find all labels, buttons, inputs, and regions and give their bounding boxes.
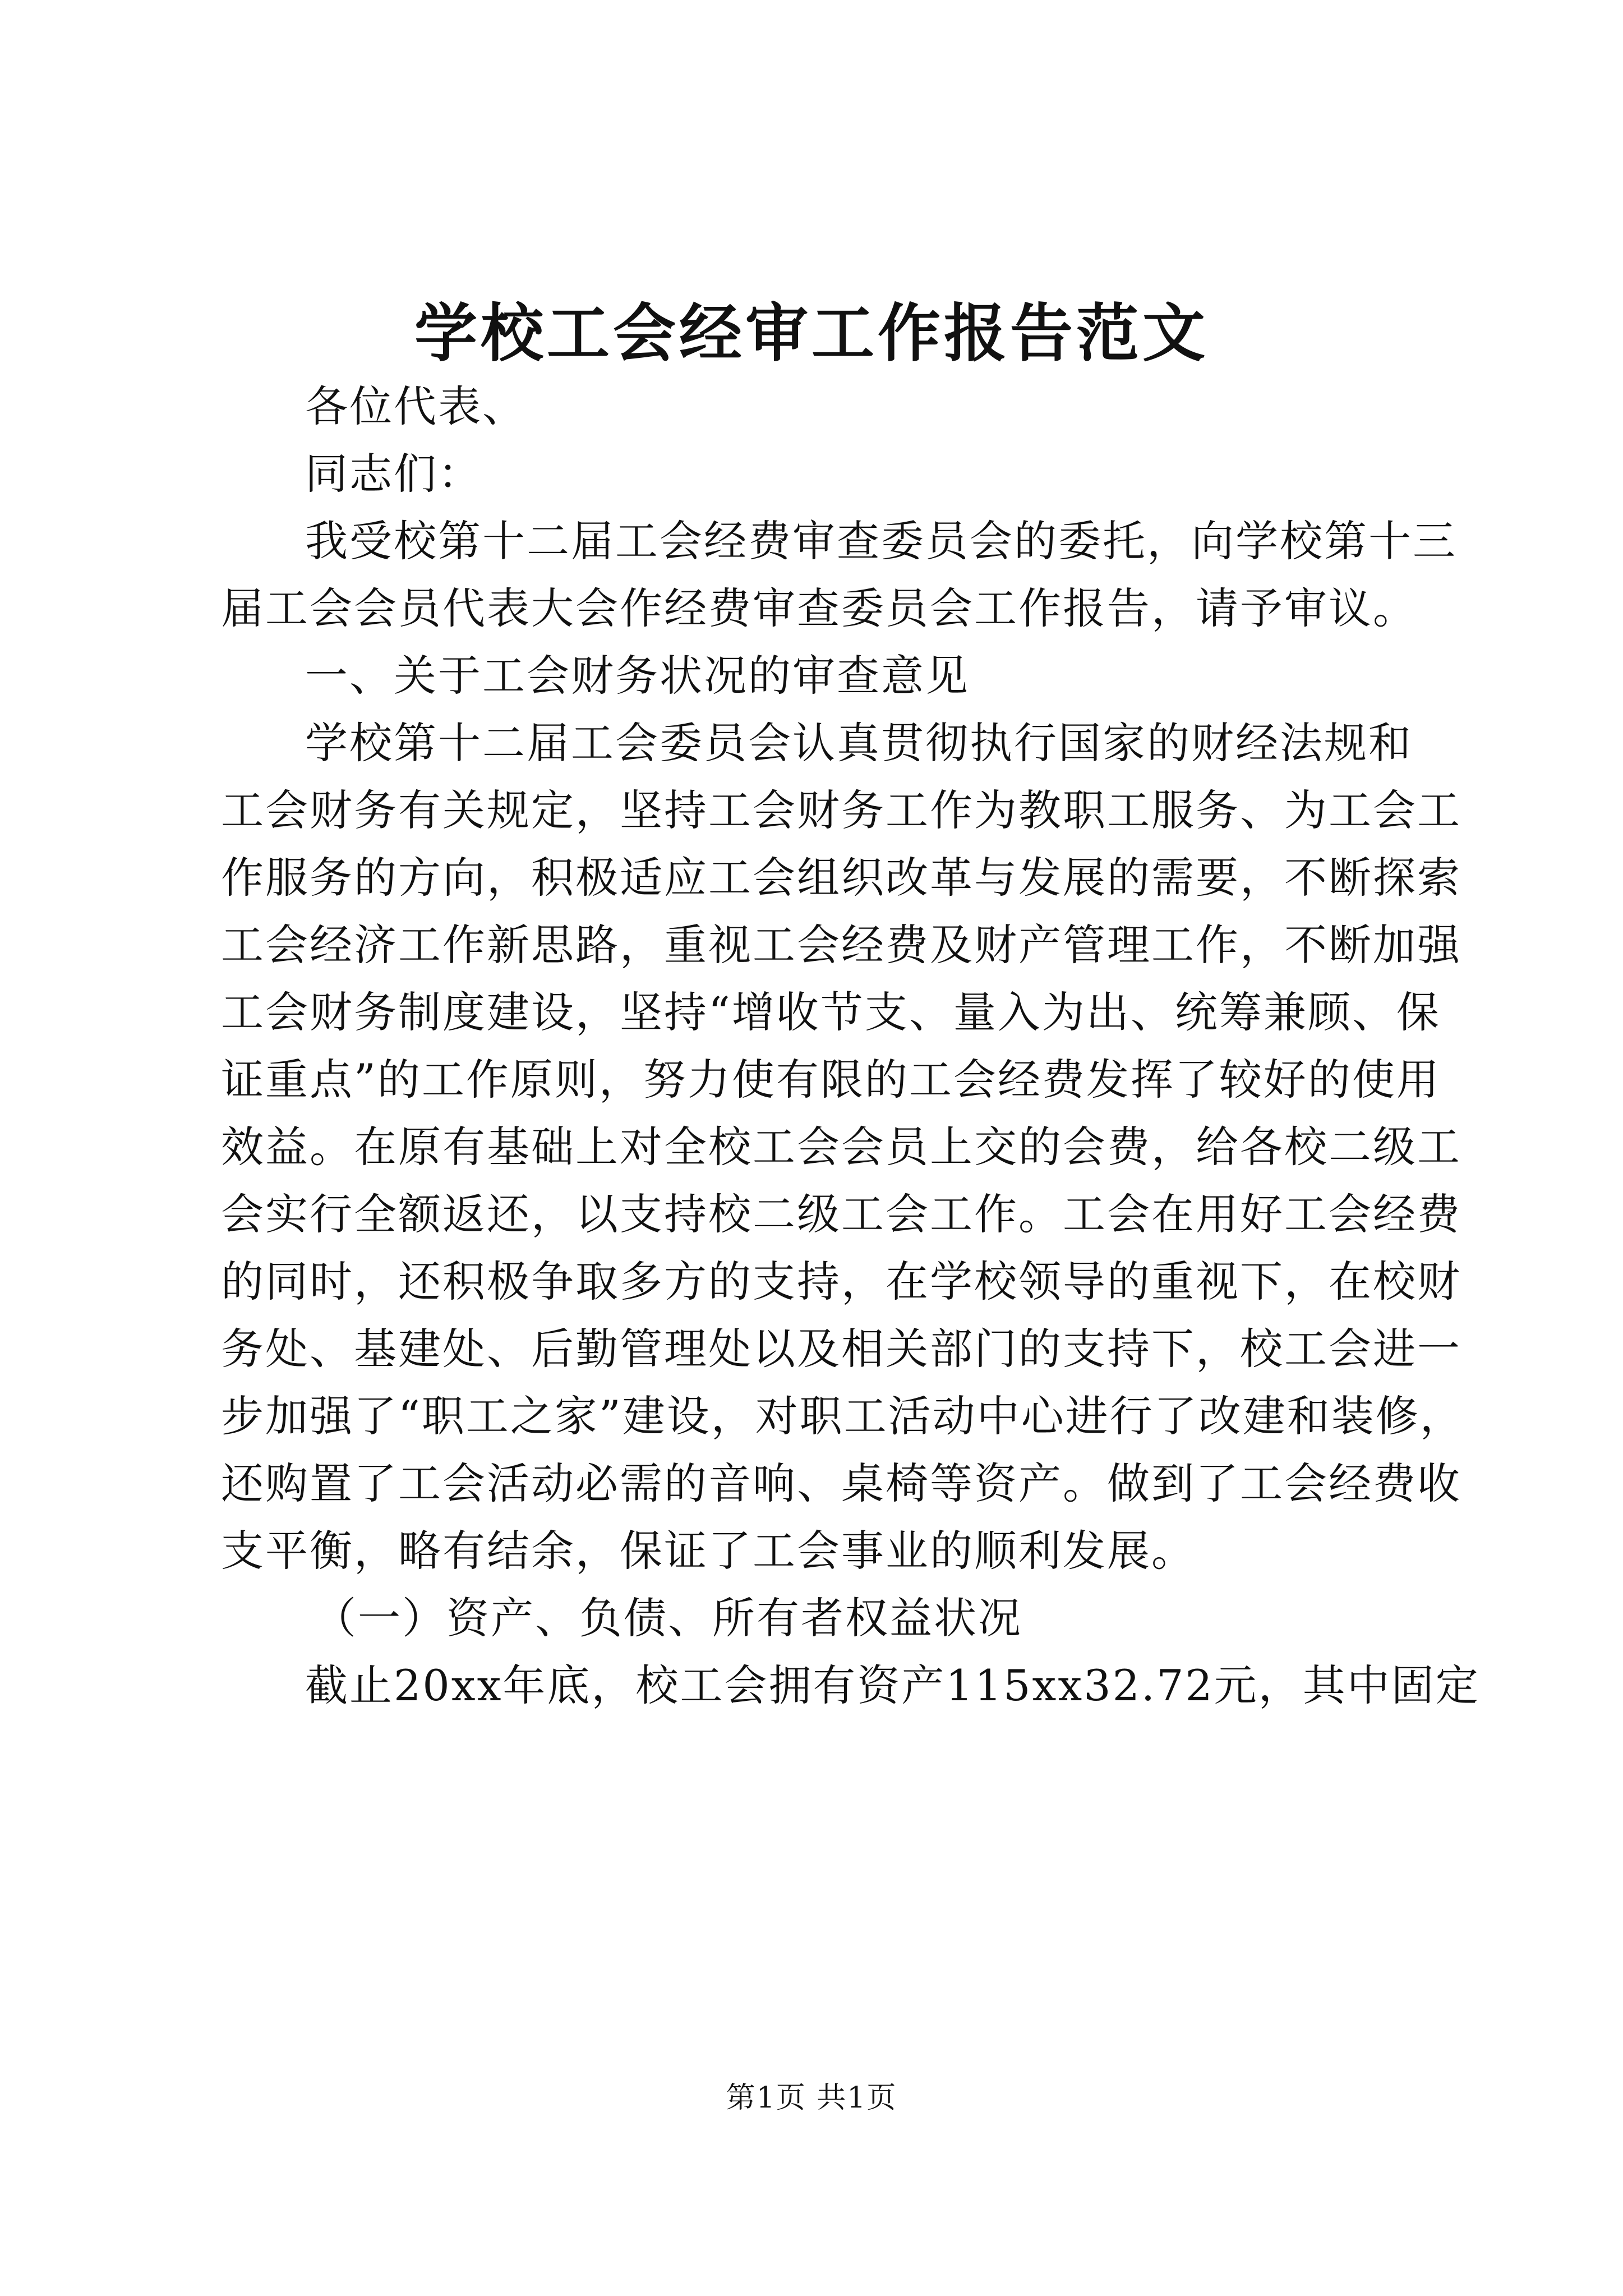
document-body	[221, 373, 1480, 1719]
page-footer: 第1页 共1页	[726, 2081, 897, 2115]
salutation-line-2: 同志们：	[305, 449, 482, 499]
paragraph-line: 效益。在原有基础上对全校工会会员上交的会费，给各校二级工	[221, 1122, 1461, 1172]
paragraph-line: 学校第十二届工会委员会认真贯彻执行国家的财经法规和	[305, 718, 1413, 768]
subsection-heading: （一）资产、负债、所有者权益状况	[313, 1593, 1022, 1643]
paragraph-line: 还购置了工会活动必需的音响、桌椅等资产。做到了工会经费收	[221, 1458, 1461, 1508]
paragraph-line: 届工会会员代表大会作经费审查委员会工作报告，请予审议。	[221, 583, 1417, 633]
paragraph-line: 工会财务有关规定，坚持工会财务工作为教职工服务、为工会工	[221, 785, 1461, 835]
section-heading: 一、关于工会财务状况的审查意见	[305, 651, 970, 701]
paragraph-line: 我受校第十二届工会经费审查委员会的委托，向学校第十三	[305, 516, 1457, 566]
paragraph-line: 支平衡，略有结余，保证了工会事业的顺利发展。	[221, 1526, 1196, 1576]
salutation-line-1: 各位代表、	[305, 381, 527, 431]
paragraph-line: 务处、基建处、后勤管理处以及相关部门的支持下，校工会进一	[221, 1324, 1461, 1374]
paragraph-line: 工会财务制度建设，坚持“增收节支、量入为出、统筹兼顾、保	[221, 987, 1441, 1037]
paragraph-line: 步加强了“职工之家”建设，对职工活动中心进行了改建和装修，	[221, 1391, 1464, 1441]
paragraph-line: 工会经济工作新思路，重视工会经费及财产管理工作，不断加强	[221, 920, 1461, 970]
paragraph-line: 证重点”的工作原则，努力使有限的工会经费发挥了较好的使用	[221, 1055, 1441, 1105]
paragraph-line: 的同时，还积极争取多方的支持，在学校领导的重视下，在校财	[221, 1257, 1461, 1306]
paragraph-line: 截止20xx年底，校工会拥有资产115xx32.72元，其中固定	[305, 1660, 1480, 1710]
document-title: 学校工会经审工作报告范文	[414, 297, 1209, 370]
paragraph-line: 会实行全额返还，以支持校二级工会工作。工会在用好工会经费	[221, 1189, 1461, 1239]
paragraph-line: 作服务的方向，积极适应工会组织改革与发展的需要，不断探索	[221, 853, 1461, 903]
